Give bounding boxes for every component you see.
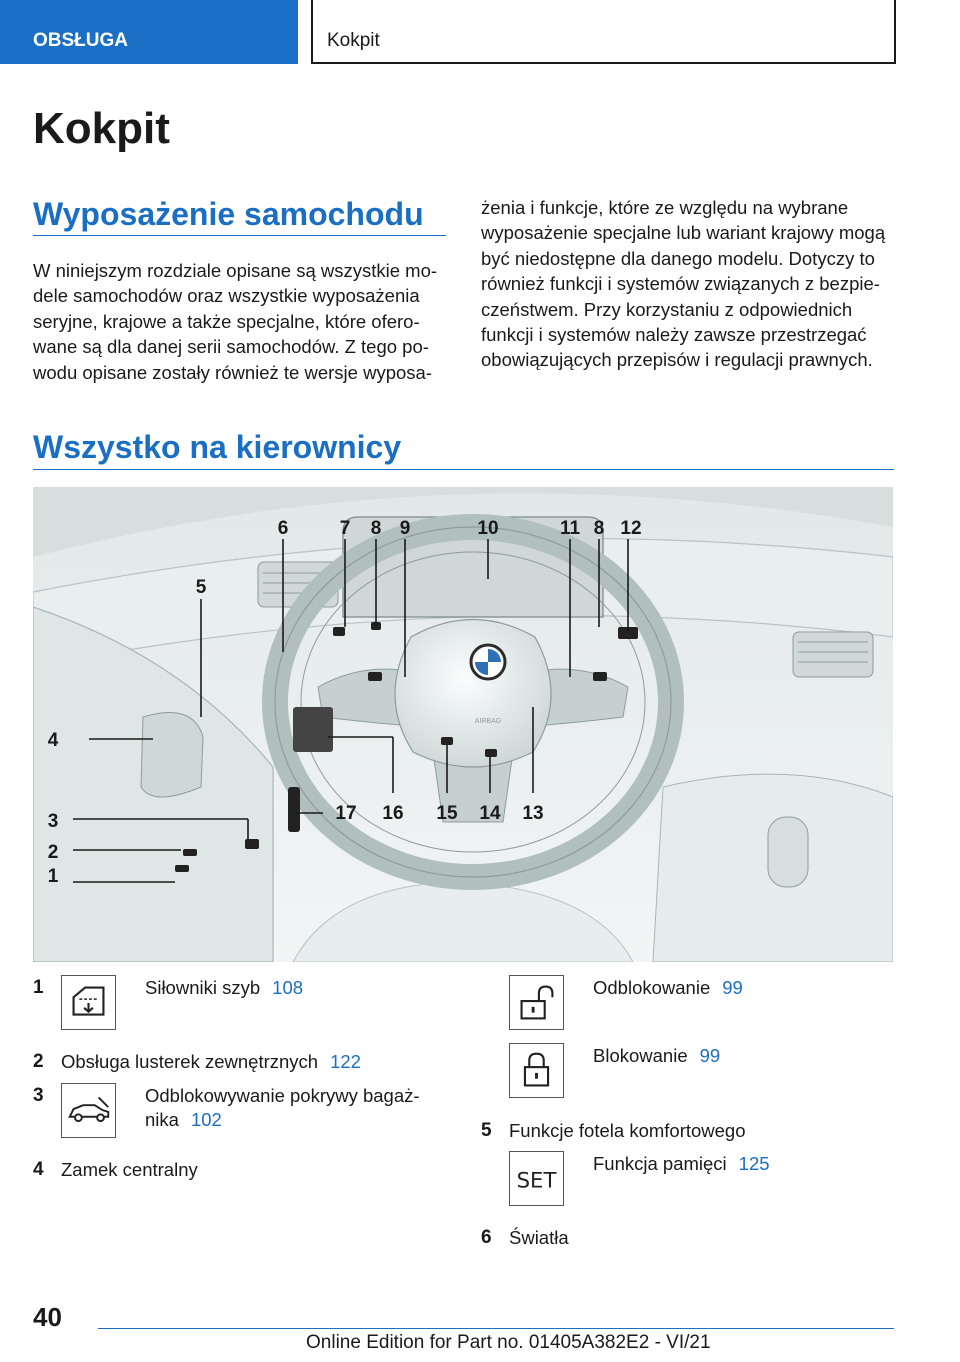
svg-text:SET: SET: [516, 1167, 557, 1193]
page-ref[interactable]: 102: [190, 1109, 222, 1130]
callout-4: 4: [47, 730, 59, 751]
callout-13: 13: [522, 803, 544, 824]
legend-item-2: Obsługa lusterek zewnętrznych 122: [61, 1051, 361, 1072]
callout-5: 5: [195, 577, 207, 598]
legend-item-5: Funkcje fotela komfortowego: [509, 1120, 746, 1141]
legend-item-4: Zamek centralny: [61, 1159, 198, 1180]
airbag-label: AIRBAG: [474, 718, 502, 725]
legend-num-2: 2: [33, 1051, 44, 1072]
section-heading-equipment: Wyposażenie samochodu: [33, 196, 424, 232]
legend-unlock: Odblokowanie 99: [593, 977, 743, 998]
section-tab: OBSŁUGA: [0, 0, 298, 64]
page-title: Kokpit: [33, 104, 170, 153]
callout-6: 6: [277, 518, 289, 539]
callout-8: 8: [370, 518, 382, 539]
page-ref[interactable]: 99: [699, 1045, 721, 1066]
callout-17: 17: [335, 803, 357, 824]
legend-item-6: Światła: [509, 1227, 569, 1248]
legend-num-3: 3: [33, 1085, 44, 1106]
page-ref[interactable]: 99: [722, 977, 743, 998]
callout-15: 15: [436, 803, 458, 824]
intro-paragraph-left: W niniejszym rozdziale opisane są wszystkie mo‐ dele samochodów oraz wszystkie wyposażenia seryjne, krajowe a także specjalne, które ofero‐ wane są dla danej serii samochodów. Z tego po‐ wodu opisane zostały również te wersje wyposa‐: [33, 260, 438, 383]
callout-7: 7: [339, 518, 351, 539]
legend-num-5: 5: [481, 1120, 492, 1141]
legend-memory: Funkcja pamięci 125: [593, 1153, 770, 1174]
footer-rule: [98, 1328, 894, 1329]
callout-8b: 8: [593, 518, 605, 539]
cockpit-illustration: [33, 487, 893, 962]
legend-item-3: Odblokowywanie pokrywy bagaż‐ nika 102: [145, 1085, 420, 1130]
callout-2: 2: [47, 842, 59, 863]
legend-num-4: 4: [33, 1159, 44, 1180]
chapter-title-box: Kokpit: [311, 0, 896, 64]
section-heading-steering: Wszystko na kierownicy: [33, 429, 402, 465]
callout-10: 10: [477, 518, 499, 539]
legend-num-1: 1: [33, 977, 44, 998]
callout-12: 12: [620, 518, 642, 539]
callout-3: 3: [47, 811, 59, 832]
unlock-icon: [509, 975, 564, 1030]
page-ref[interactable]: 125: [738, 1153, 770, 1174]
intro-paragraph-right: żenia i funkcje, które ze względu na wybrane wyposażenie specjalne lub wariant krajowy mogą być niedostępne dla danego modelu. Dotyczy to również funkcji i systemów związanych z bezpie‐ czeństwem. Przy korzystaniu z odpowiednich funkcji i systemów należy zawsze przestrzegać obowiązujących przepisów i regulacji prawnych.: [481, 197, 886, 371]
lock-icon: [509, 1043, 564, 1098]
page-ref[interactable]: 108: [272, 977, 304, 998]
trunk-lid-icon: [61, 1083, 116, 1138]
footer-edition: Online Edition for Part no. 01405A382E2 - VI/21: [306, 1332, 711, 1353]
callout-14: 14: [479, 803, 501, 824]
callout-16: 16: [382, 803, 404, 824]
callout-1: 1: [47, 866, 59, 887]
legend-item-1: Siłowniki szyb 108: [145, 977, 304, 998]
section-rule: [33, 235, 446, 236]
legend-lock: Blokowanie 99: [593, 1045, 721, 1066]
callout-9: 9: [399, 518, 411, 539]
page-number: 40: [33, 1302, 62, 1332]
page-ref[interactable]: 122: [330, 1051, 361, 1072]
window-lifter-icon: [61, 975, 116, 1030]
section-rule: [33, 469, 894, 470]
set-icon: [509, 1151, 564, 1206]
callout-11: 11: [559, 518, 581, 539]
legend-num-6: 6: [481, 1227, 492, 1248]
